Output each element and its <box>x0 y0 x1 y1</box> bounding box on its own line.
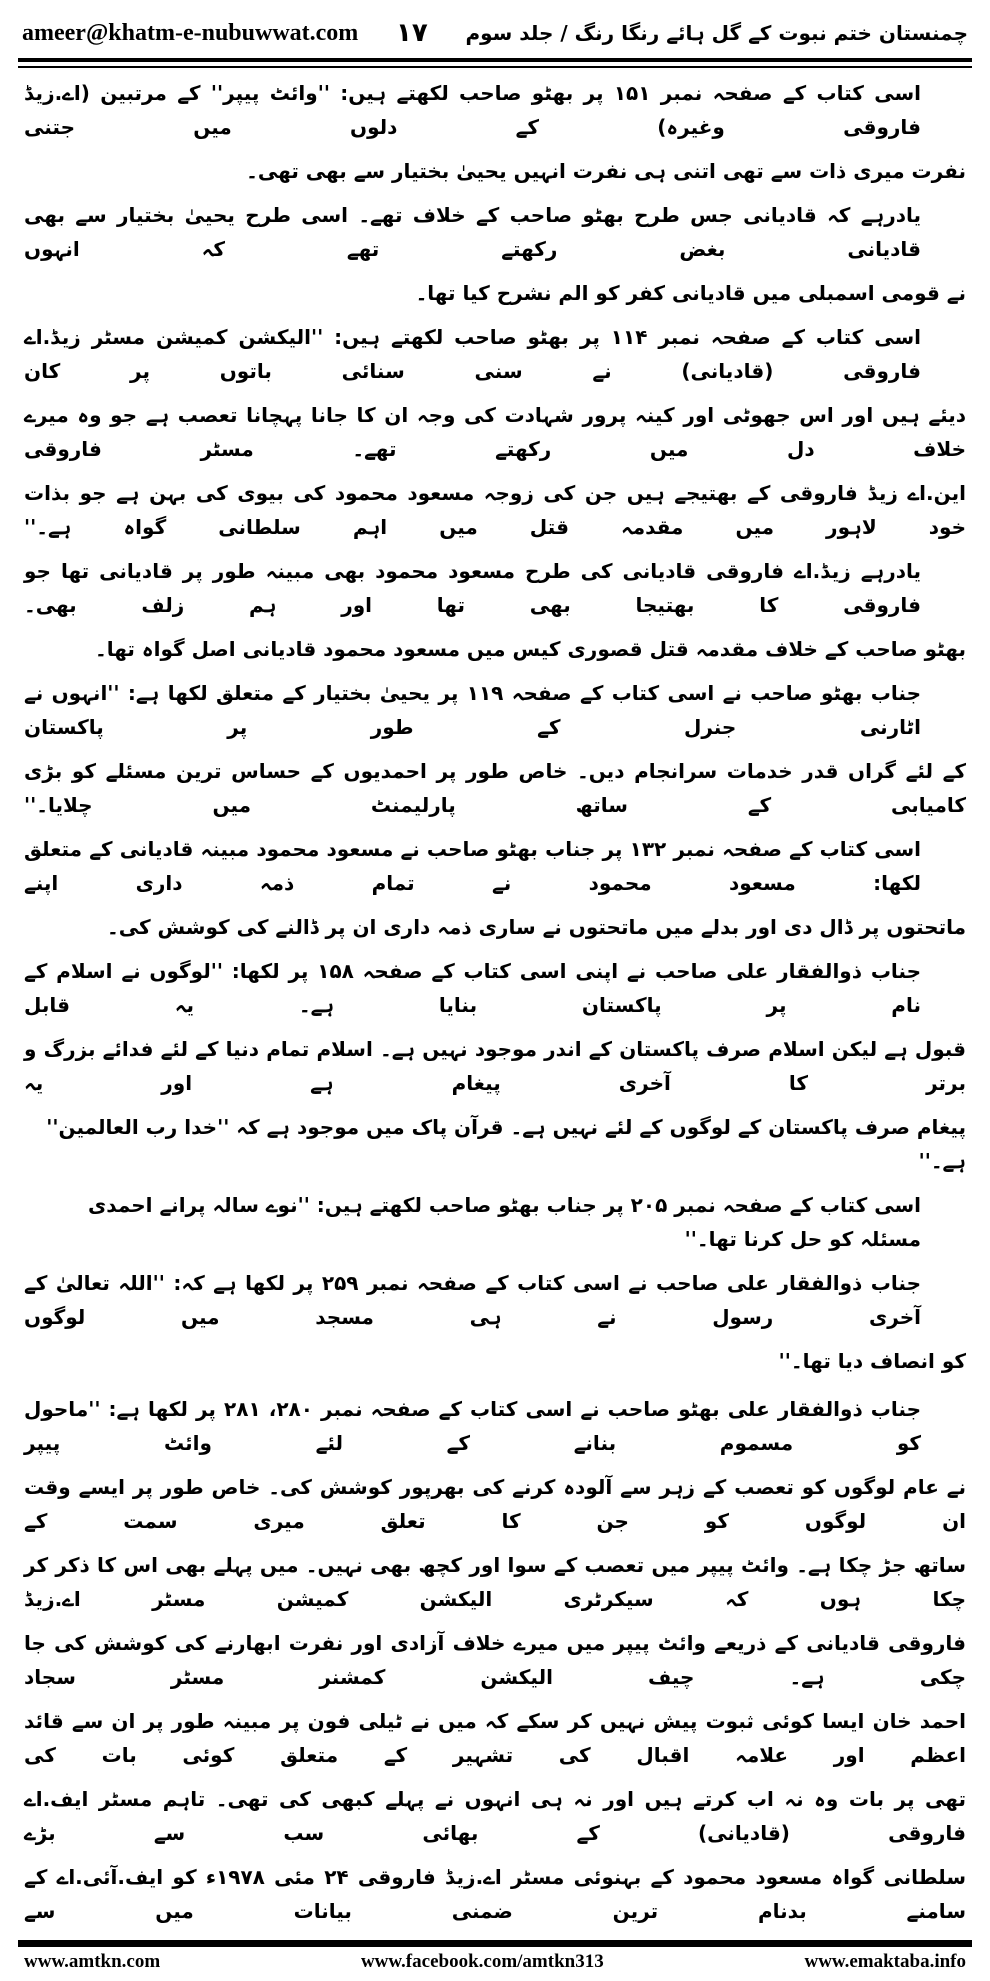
text-line: جناب ذوالفقار علی صاحب نے اپنی اسی کتاب کے صفحہ ۱۵۸ پر لکھا: ''لوگوں نے اسلام کے نام پر پاکستان بنایا ہے۔ یہ قابل <box>24 959 921 1017</box>
text-line: این.اے زیڈ فاروقی کے بھتیجے ہیں جن کی زوجہ مسعود محمود کی بیوی کی بہن ہے جو بذات خود لاہور میں مقدمہ قتل میں اہم سلطانی گواہ ہے۔'' <box>24 481 966 539</box>
header-email: ameer@khatm-e-nubuwwat.com <box>22 19 359 46</box>
text-line: ماتحتوں پر ڈال دی اور بدلے میں ماتحتوں نے ساری ذمہ داری ان پر ڈالنے کی کوشش کی۔ <box>106 915 966 939</box>
text-line: اسی کتاب کے صفحہ نمبر ۱۳۲ پر جناب بھٹو صاحب نے مسعود محمود مبینہ قادیانی کے متعلق لکھا: مسعود محمود نے تمام ذمہ داری اپنے <box>24 837 922 895</box>
text-line: یادرہے کہ قادیانی جس طرح بھٹو صاحب کے خلاف تھے۔ اسی طرح یحییٰ بختیار سے بھی قادیانی بغض رکھتے تھے کہ انہوں <box>24 203 921 261</box>
text-line: اسی کتاب کے صفحہ نمبر ۲۰۵ پر جناب بھٹو صاحب لکھتے ہیں: ''نوے سالہ پرانے احمدی مسئلہ کو حل کرنا تھا۔'' <box>87 1193 921 1251</box>
text-line: جناب ذوالفقار علی بھٹو صاحب نے اسی کتاب کے صفحہ نمبر ۲۸۰، ۲۸۱ پر لکھا ہے: ''ماحول کو مسموم بنانے کے لئے وائٹ پیپر <box>24 1397 921 1455</box>
page-header <box>0 0 990 56</box>
footer-site-link[interactable]: www.amtkn.com <box>24 1951 161 1972</box>
body-text <box>0 68 990 1928</box>
text-line: احمد خان ایسا کوئی ثبوت پیش نہیں کر سکے کہ میں نے ٹیلی فون پر مبینہ طور پر ان سے قائد اعظم اور علامہ اقبال کی تشہیر کے متعلق کوئی بات کی <box>24 1709 966 1767</box>
text-line: کو انصاف دیا تھا۔'' <box>778 1349 966 1373</box>
text-line: تھی پر بات وہ نہ اب کرتے ہیں اور نہ ہی انہوں نے پہلے کبھی کی تھی۔ تاہم مسٹر ایف.اے فاروقی (قادیانی) کے بھائی سب سے بڑے <box>24 1787 966 1845</box>
page-number: ۱۷ <box>395 18 428 48</box>
text-line: نے قومی اسمبلی میں قادیانی کفر کو الم نشرح کیا تھا۔ <box>415 281 966 305</box>
header-divider <box>18 58 972 62</box>
footer-facebook-link[interactable]: www.facebook.com/amtkn313 <box>360 1951 604 1972</box>
text-line: فاروقی قادیانی کے ذریعے وائٹ پیپر میں میرے خلاف آزادی اور نفرت ابھارنے کی کوشش کی جا چکی ہے۔ چیف الیکشن کمشنر مسٹر سجاد <box>24 1631 966 1689</box>
page-footer <box>0 1947 990 1981</box>
footer-library-link[interactable]: www.emaktaba.info <box>804 1951 966 1972</box>
text-line: یادرہے زیڈ.اے فاروقی قادیانی کی طرح مسعود محمود بھی مبینہ طور پر قادیانی تھا جو فاروقی کا بھتیجا بھی تھا اور ہم زلف بھی۔ <box>24 559 921 617</box>
text-line: نفرت میری ذات سے تھی اتنی ہی نفرت انہیں یحییٰ بختیار سے بھی تھی۔ <box>246 159 966 183</box>
text-line: سلطانی گواہ مسعود محمود کے بہنوئی مسٹر اے.زیڈ فاروقی ۲۴ مئی ۱۹۷۸ء کو ایف.آئی.اے کے سامنے بدنام ترین ضمنی بیانات میں سے <box>24 1865 967 1923</box>
text-line: جناب بھٹو صاحب نے اسی کتاب کے صفحہ ۱۱۹ پر یحییٰ بختیار کے متعلق لکھا ہے: ''انہوں نے اٹارنی جنرل کے طور پر پاکستان <box>24 681 921 739</box>
text-line: کے لئے گراں قدر خدمات سرانجام دیں۔ خاص طور پر احمدیوں کے حساس ترین مسئلے کو بڑی کامیابی کے ساتھ پارلیمنٹ میں چلایا۔'' <box>24 759 966 817</box>
footer-divider <box>18 1940 972 1947</box>
text-line: اسی کتاب کے صفحہ نمبر ۱۱۴ پر بھٹو صاحب لکھتے ہیں: ''الیکشن کمیشن مسٹر زیڈ.اے فاروقی (قادیانی) نے سنی سنائی باتوں پر کان <box>24 325 922 383</box>
text-line: اسی کتاب کے صفحہ نمبر ۱۵۱ پر بھٹو صاحب لکھتے ہیں: ''وائٹ پیپر'' کے مرتبین (اے.زیڈ فاروقی وغیرہ) کے دلوں میں جتنی <box>24 81 922 139</box>
text-line: قبول ہے لیکن اسلام صرف پاکستان کے اندر موجود نہیں ہے۔ اسلام تمام دنیا کے لئے فدائے بزرگ و برتر کا آخری پیغام ہے اور یہ <box>24 1037 966 1095</box>
text-line: دیئے ہیں اور اس جھوٹی اور کینہ پرور شہادت کی وجہ ان کا جانا پہچانا تعصب ہے جو وہ میرے خلاف دل میں رکھتے تھے۔ مسٹر فاروقی <box>24 403 966 461</box>
text-line: جناب ذوالفقار علی صاحب نے اسی کتاب کے صفحہ نمبر ۲۵۹ پر لکھا ہے کہ: ''اللہ تعالیٰ کے آخری رسول نے ہی مسجد میں لوگوں <box>24 1271 921 1329</box>
text-line: ساتھ جڑ چکا ہے۔ وائٹ پیپر میں تعصب کے سوا اور کچھ بھی نہیں۔ میں پہلے بھی اس کا ذکر کر چکا ہوں کہ سیکرٹری الیکشن کمیشن مسٹر اے.زیڈ <box>24 1553 966 1611</box>
book-title: چمنستان ختم نبوت کے گل ہائے رنگا رنگ / جلد سوم <box>465 21 968 45</box>
text-line: پیغام صرف پاکستان کے لوگوں کے لئے نہیں ہے۔ قرآن پاک میں موجود ہے کہ ''خدا رب العالمین'' ہے۔'' <box>46 1115 966 1173</box>
text-line: بھٹو صاحب کے خلاف مقدمہ قتل قصوری کیس میں مسعود محمود قادیانی اصل گواہ تھا۔ <box>94 637 966 661</box>
text-line: نے عام لوگوں کو تعصب کے زہر سے آلودہ کرنے کی بھرپور کوشش کی۔ خاص طور پر ایسے وقت ان لوگوں کو جن کا تعلق میری سمت کے <box>24 1475 966 1533</box>
